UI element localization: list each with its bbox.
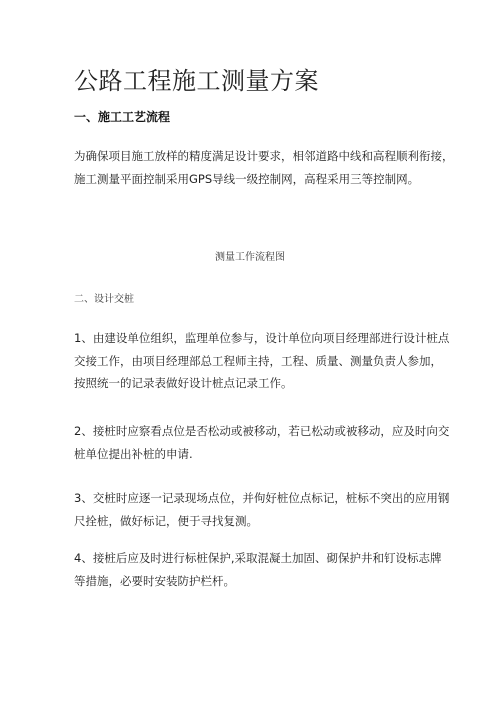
paragraph-line: 桩单位提出补桩的申请. [74, 446, 193, 461]
list-item-3 [74, 487, 450, 532]
section-heading-handover: 二、设计交桩 [74, 294, 134, 305]
paragraph-line: 为确保项目施工放样的精度满足设计要求，相邻道路中线和高程顺利衔接， [74, 149, 454, 163]
paragraph-line: 3、交桩时应逐一记录现场点位，并佝好桩位点标记，桩标不突出的应用钢 [74, 491, 450, 505]
paragraph-line: 等措施，必要时安装防护栏杆。 [74, 573, 235, 588]
paragraph-line: 1、由建设单位组织，监理单位参与，设计单位向项目经理部进行设计桩点 [74, 331, 450, 345]
intro-paragraph [74, 145, 454, 190]
paragraph-line: 4、接桩后应及时进行标桩保护,采取混凝土加固、砌保护井和钉设标志牌 [74, 551, 442, 565]
list-item-1 [74, 327, 450, 395]
paragraph-line: 尺拴桩，做好标记，便于寻找复测。 [74, 513, 258, 528]
paragraph-line: 施工测量平面控制采用GPS导线一级控制网，高程采用三等控制网。 [74, 171, 420, 186]
paragraph-line: 按照统一的记录表做好设计桩点记录工作。 [74, 376, 293, 390]
paragraph-line: 2、接桩时应察看点位是否松动或被移动，若已松动或被移动，应及时向交 [74, 424, 450, 438]
document-title: 公路工程施工测量方案 [74, 67, 319, 95]
list-item-4 [74, 547, 442, 592]
figure-caption: 测量工作流程图 [215, 252, 285, 263]
section-heading-process: 一、施工工艺流程 [74, 110, 171, 124]
paragraph-line: 交接工作，由项目经理部总工程师主持，工程、质量、测量负责人参加， [74, 353, 442, 368]
list-item-2 [74, 420, 450, 465]
